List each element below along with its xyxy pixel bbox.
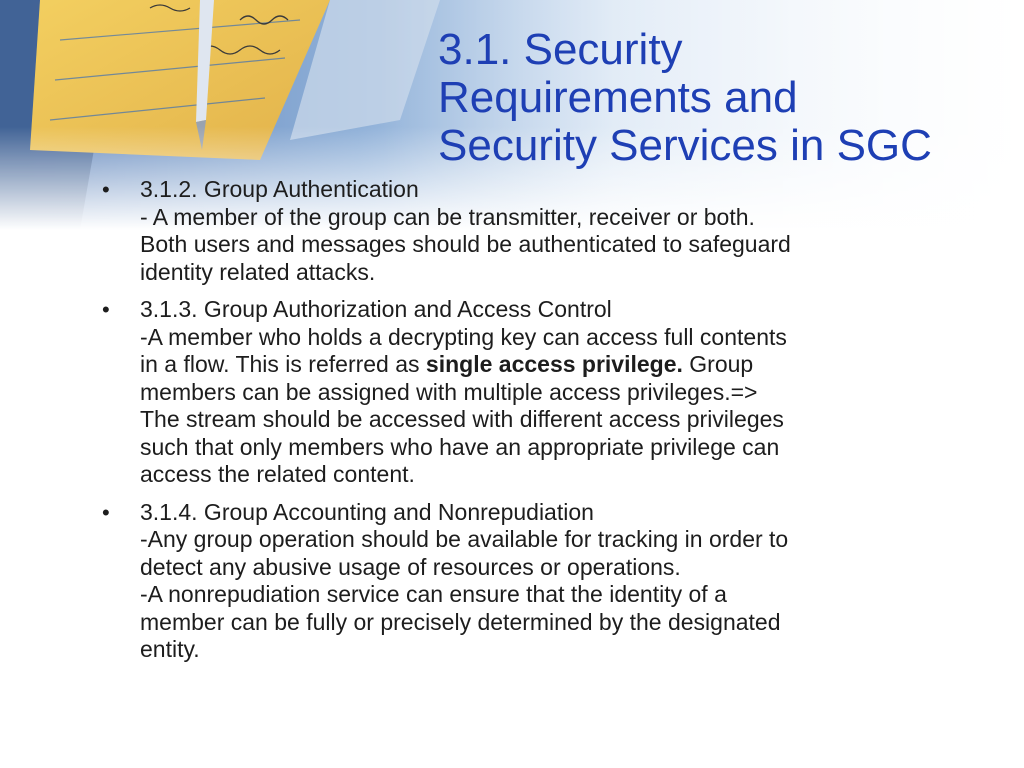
bullet-text-line: such that only members who have an appropriate privilege can — [140, 433, 780, 460]
bullet-text-line: detect any abusive usage of resources or operations. — [140, 553, 681, 580]
slide-title — [438, 26, 1018, 170]
slide-title-line-2: Requirements and — [438, 73, 798, 122]
bullet-list — [98, 176, 978, 674]
bullet-text-segment: in a flow. This is referred as — [140, 351, 426, 377]
bullet-text-line: identity related attacks. — [140, 258, 376, 285]
bullet-text-line: • 3.1.2. Group Authentication — [140, 176, 419, 202]
bullet-text-line: The stream should be accessed with different access privileges — [140, 406, 784, 432]
bullet-text-segment: Group — [682, 351, 754, 377]
bullet-text-line-mixed — [140, 351, 978, 379]
slide-title-line-1: 3.1. Security — [438, 25, 683, 74]
bullet-group-authorization — [98, 296, 978, 489]
bold-term-single-access-privilege: single access privilege. — [425, 351, 683, 377]
bullet-text-line: -A member who holds a decrypting key can access full contents — [140, 323, 787, 350]
bullet-group-accounting — [98, 499, 978, 664]
bullet-text-line: -A nonrepudiation service can ensure that the identity of a — [140, 581, 727, 607]
bullet-text-line: -Any group operation should be available for tracking in order to — [140, 526, 789, 552]
bullet-text-line: member can be fully or precisely determined by the designated — [140, 608, 781, 635]
bullet-group-authentication — [98, 176, 978, 286]
bullet-text-line: members can be assigned with multiple access privileges.=> — [140, 378, 758, 405]
bullet-text-line: • 3.1.3. Group Authorization and Access Control — [140, 296, 612, 322]
bullet-text-line: • 3.1.4. Group Accounting and Nonrepudiation — [140, 498, 594, 525]
bullet-text-line: Both users and messages should be authenticated to safeguard — [140, 231, 791, 257]
slide-title-line-3: Security Services in SGC — [438, 121, 932, 170]
bullet-text-line: access the related content. — [140, 461, 415, 487]
bullet-text-line: entity. — [140, 636, 200, 662]
bullet-text-line: - A member of the group can be transmitter, receiver or both. — [140, 203, 755, 230]
